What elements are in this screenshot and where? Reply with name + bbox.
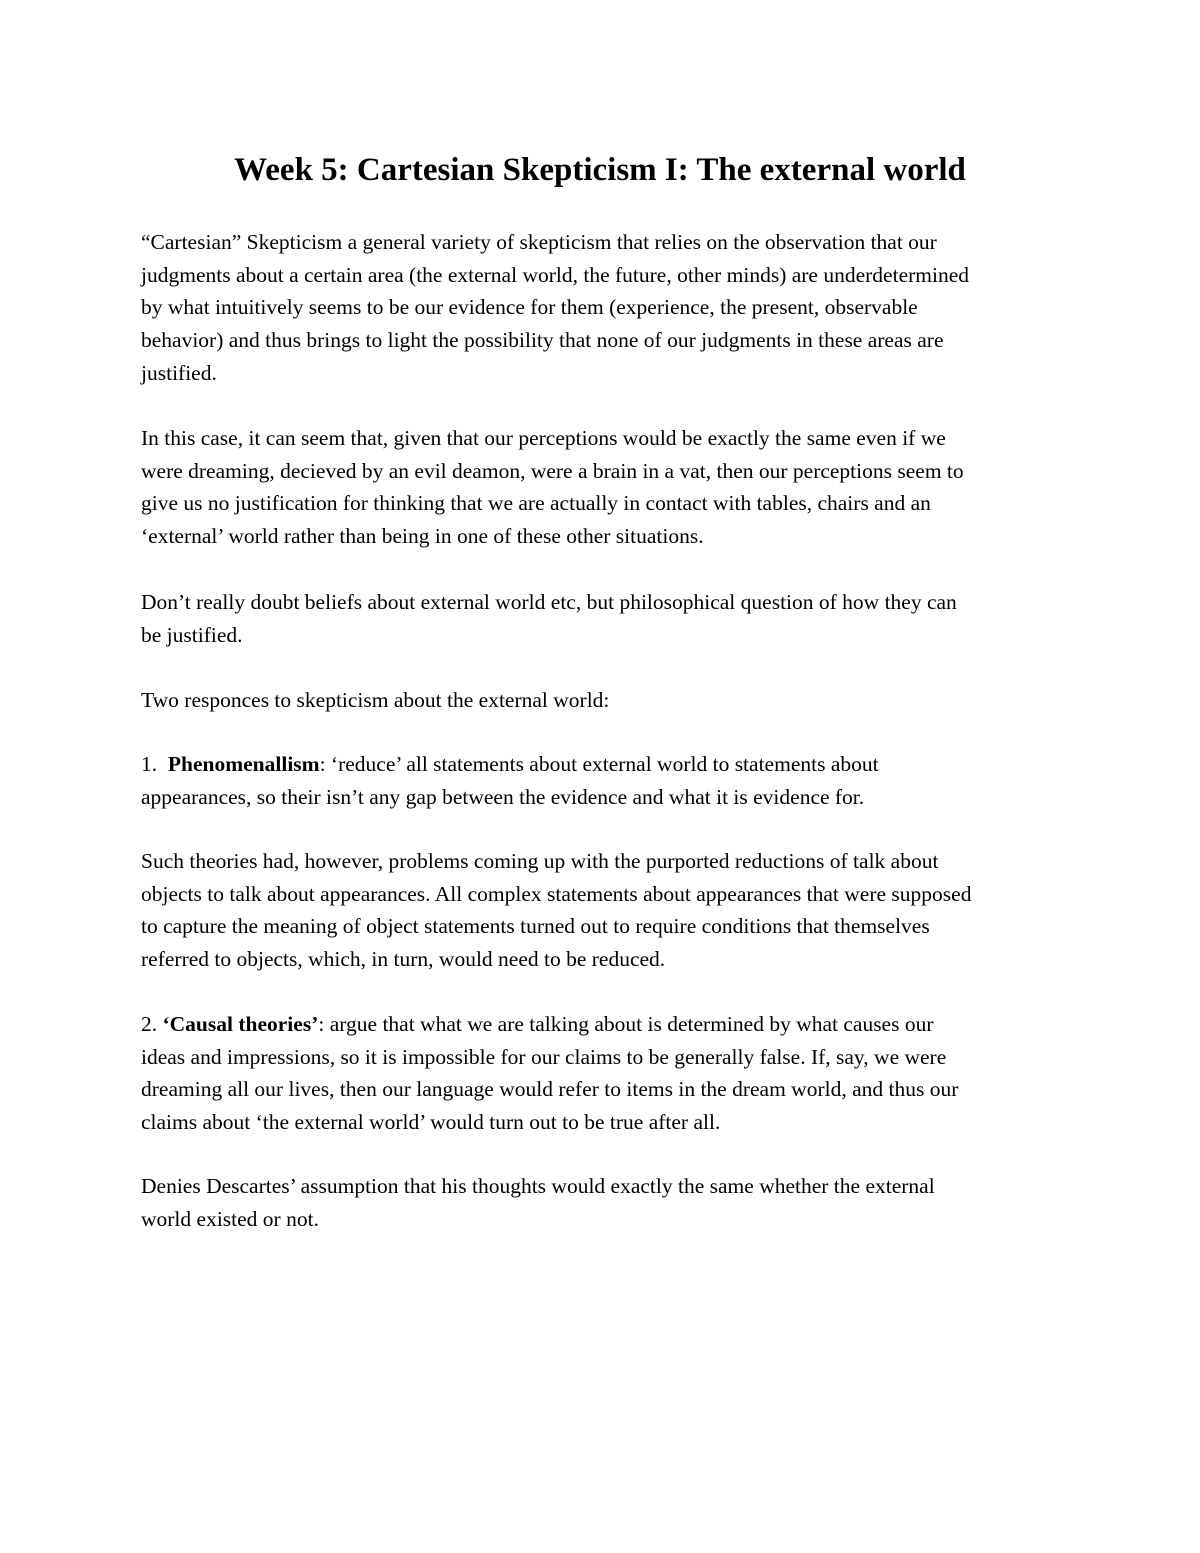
- text-line: “Cartesian” Skepticism a general variety of skepticism that relies on the observation that our: [141, 230, 937, 254]
- text-line: justified.: [141, 360, 217, 385]
- paragraph-denies-descartes: [141, 1170, 1066, 1235]
- term-causal-theories: ‘Causal theories’: [162, 1012, 319, 1036]
- text-run: : argue that what we are talking about is determined by what causes our: [318, 1012, 934, 1036]
- text-line: Don’t really doubt beliefs about external world etc, but philosophical question of how they can: [141, 590, 957, 614]
- text-line: ideas and impressions, so it is impossible for our claims to be generally false. If, say, we were: [141, 1044, 947, 1069]
- paragraph-causal-theories: [141, 1008, 1066, 1139]
- paragraph-perceptions: [141, 422, 1066, 553]
- text-line: world existed or not.: [141, 1206, 319, 1231]
- paragraph-doubt: [141, 586, 1066, 651]
- text-line: Such theories had, however, problems coming up with the purported reductions of talk about: [141, 849, 939, 873]
- text-line: referred to objects, which, in turn, would need to be reduced.: [141, 947, 666, 972]
- text-line: to capture the meaning of object statements turned out to require conditions that themselves: [141, 914, 930, 939]
- text-line: [141, 748, 1066, 781]
- paragraph-cartesian-skepticism: [141, 226, 1066, 390]
- text-line: Denies Descartes’ assumption that his thoughts would exactly the same whether the external: [141, 1174, 935, 1198]
- text-line: be justified.: [141, 622, 243, 647]
- text-line: ‘external’ world rather than being in one of these other situations.: [141, 524, 704, 549]
- text-line: Two responces to skepticism about the external world:: [141, 688, 610, 712]
- term-phenomenalism: Phenomenallism: [167, 752, 320, 776]
- text-line: claims about ‘the external world’ would turn out to be true after all.: [141, 1110, 721, 1135]
- text-line: by what intuitively seems to be our evidence for them (experience, the present, observable: [141, 295, 918, 320]
- text-line: appearances, so their isn’t any gap between the evidence and what it is evidence for.: [141, 784, 865, 809]
- text-line: dreaming all our lives, then our language would refer to items in the dream world, and thus our: [141, 1077, 959, 1102]
- paragraph-two-responses: [141, 684, 1066, 717]
- paragraph-phenomenalism: [141, 748, 1066, 813]
- text-line: [141, 1008, 1066, 1041]
- list-number: 2.: [141, 1012, 158, 1036]
- text-line: were dreaming, decieved by an evil deamon, were a brain in a vat, then our perceptions seem to: [141, 458, 964, 483]
- text-line: judgments about a certain area (the external world, the future, other minds) are underdetermined: [141, 262, 970, 287]
- text-line: give us no justification for thinking that we are actually in contact with tables, chairs and an: [141, 491, 931, 516]
- text-line: behavior) and thus brings to light the possibility that none of our judgments in these areas are: [141, 328, 944, 353]
- document-title: Week 5: Cartesian Skepticism I: The external world: [234, 152, 966, 188]
- list-number: 1.: [141, 752, 158, 776]
- text-line: objects to talk about appearances. All complex statements about appearances that were supposed: [141, 881, 972, 906]
- paragraph-reduction-problems: [141, 845, 1066, 976]
- text-run: : ‘reduce’ all statements about external world to statements about: [319, 752, 879, 776]
- text-line: In this case, it can seem that, given that our perceptions would be exactly the same even if we: [141, 426, 946, 450]
